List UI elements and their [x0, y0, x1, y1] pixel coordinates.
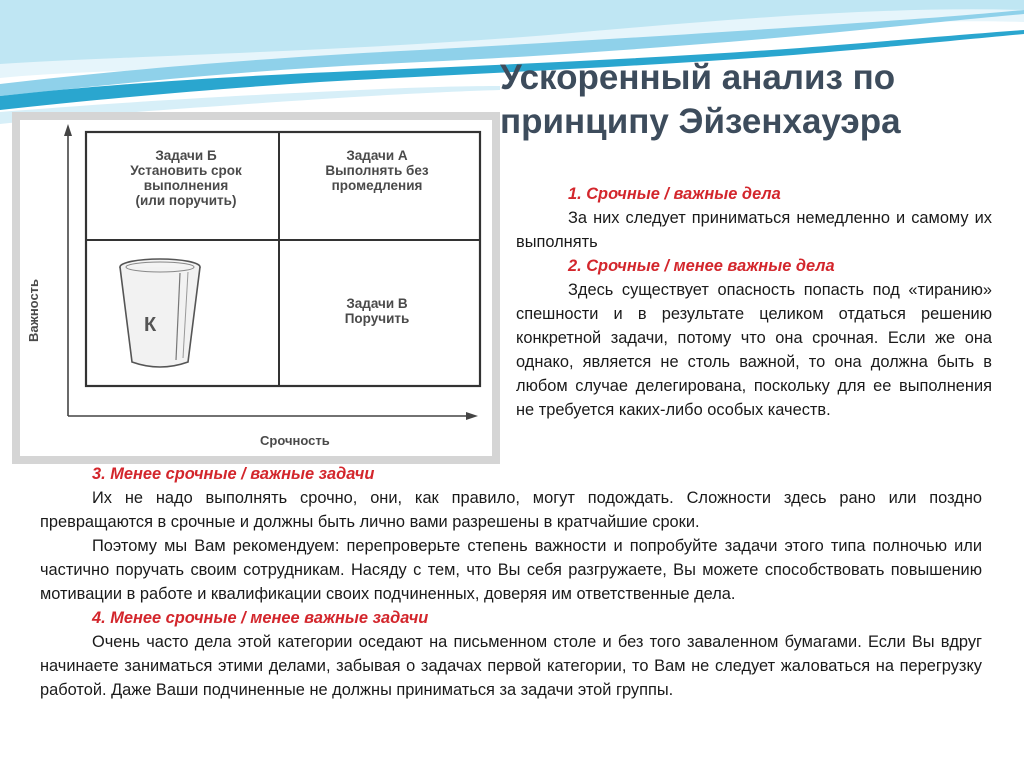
section-4-text: Очень часто дела этой категории оседают на письменном столе и без того заваленном бумагами. Если Вы вдруг начинаете заниматься этими делами, забывая о задачах первой категории, то Вам не следует жаловаться на перегрузку работой. Даже Ваши подчиненные не должны приниматься за задачи этой группы. — [40, 633, 982, 699]
cell-a-line-1: Задачи А — [346, 148, 408, 163]
y-axis-label: Важность — [26, 278, 41, 342]
cell-b-line-4: (или поручить) — [135, 193, 237, 208]
cell-b-line-1: Задачи Б — [155, 148, 217, 163]
cell-a-line-3: промедления — [331, 178, 423, 193]
x-axis-arrow — [466, 412, 478, 420]
cell-v-line-1: Задачи В — [346, 296, 408, 311]
cell-tasks-b — [106, 148, 266, 208]
slide-title — [500, 56, 1000, 144]
y-axis-arrow — [64, 124, 72, 136]
section-4-heading: 4. Менее срочные / менее важные задачи — [92, 609, 429, 627]
right-text-column — [516, 182, 992, 422]
slide-title-line-2: принципу Эйзенхауэра — [500, 102, 901, 141]
section-3-heading: 3. Менее срочные / важные задачи — [92, 465, 375, 483]
eisenhower-matrix-figure — [12, 112, 500, 464]
cell-b-line-3: выполнения — [143, 178, 229, 193]
bottom-text-block — [40, 462, 982, 702]
cell-b-line-2: Установить срок — [130, 163, 242, 178]
cell-tasks-v — [292, 296, 462, 326]
cell-a-line-2: Выполнять без — [325, 163, 429, 178]
eisenhower-matrix-inner — [20, 120, 492, 456]
wastebasket-letter: К — [144, 314, 157, 336]
section-2-heading: 2. Срочные / менее важные дела — [568, 257, 835, 275]
x-axis-label: Срочность — [260, 433, 330, 448]
section-3-text-2: Поэтому мы Вам рекомендуем: перепроверьте степень важности и попробуйте задачи этого типа полночью или частично поручать своим сотрудникам. Насяду с тем, что Вы себя разгружаете, Вы можете способствовать повышению мотивации в работе и квалификации своих подчиненных, доверяя им ответственные дела. — [40, 537, 982, 603]
cell-v-line-2: Поручить — [344, 311, 410, 326]
section-2-text: Здесь существует опасность попасть под «тиранию» спешности и в результате целиком отдаться решению конкретной задачи, потому что она срочная. Если же она однако, является не столь важной, то она должна быть в любом случае делегирована, поскольку для ее выполнения не требуется каких-либо особых качеств. — [516, 281, 992, 419]
section-1-heading: 1. Срочные / важные дела — [568, 185, 781, 203]
section-1-text: За них следует приниматься немедленно и самому их выполнять — [516, 209, 992, 251]
section-3-text-1: Их не надо выполнять срочно, они, как правило, могут подождать. Сложности здесь рано или поздно превращаются в срочные и должны быть лично вами разрешены в кратчайшие сроки. — [40, 489, 982, 531]
cell-tasks-a — [292, 148, 462, 193]
slide-title-line-1: Ускоренный анализ по — [500, 58, 896, 97]
wastebasket-icon — [120, 259, 200, 367]
